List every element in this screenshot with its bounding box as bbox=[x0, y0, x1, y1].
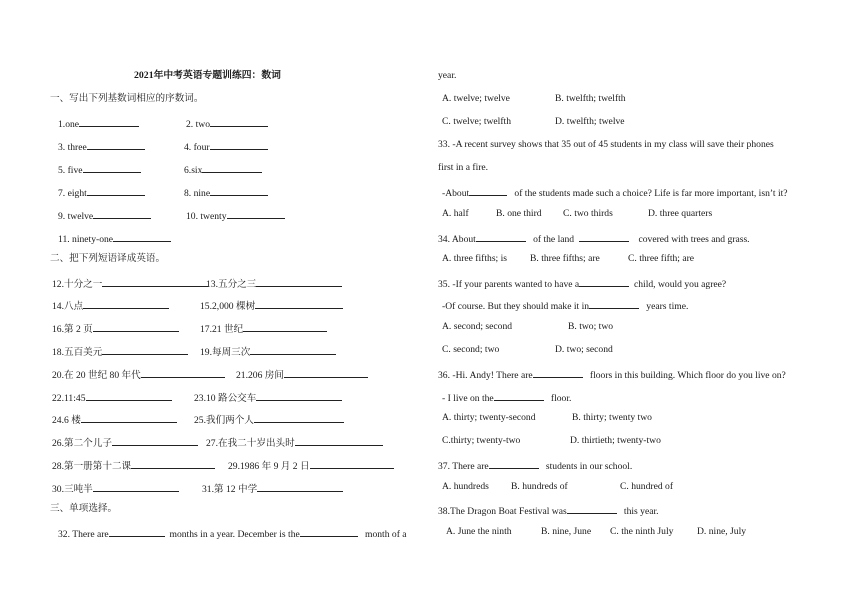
question-text: 36. -Hi. Andy! There are bbox=[438, 370, 533, 381]
answer-blank[interactable] bbox=[86, 390, 172, 401]
question-text: 38.The Dragon Boat Festival was bbox=[438, 506, 567, 517]
item-label: 11. ninety-one bbox=[58, 234, 114, 245]
option-d[interactable]: D. nine, July bbox=[697, 526, 747, 537]
question-text: floor. bbox=[550, 393, 572, 404]
item-label: 2. two bbox=[186, 119, 210, 130]
item-23 bbox=[194, 390, 342, 405]
answer-blank[interactable] bbox=[210, 185, 268, 196]
item-29 bbox=[228, 458, 394, 473]
option-d[interactable]: D. thirtieth; twenty-two bbox=[570, 435, 661, 446]
item-15 bbox=[200, 298, 343, 313]
question-33-line-3 bbox=[442, 185, 788, 200]
question-text: 32. There are bbox=[58, 529, 109, 540]
answer-blank[interactable] bbox=[112, 435, 198, 446]
item-label: 12.十分之一 bbox=[52, 279, 103, 290]
question-text: - I live on the bbox=[442, 393, 494, 404]
item-13 bbox=[206, 276, 342, 291]
option-c[interactable]: C.thirty; twenty-two bbox=[442, 435, 521, 446]
item-28 bbox=[52, 458, 215, 473]
question-text: -About bbox=[442, 188, 470, 199]
option-c[interactable]: C. two thirds bbox=[563, 208, 613, 219]
item-label: 15.2,000 棵树 bbox=[200, 301, 256, 312]
answer-blank[interactable] bbox=[300, 526, 358, 537]
question-text: 34. About bbox=[438, 234, 476, 245]
option-b[interactable]: B. nine, June bbox=[541, 526, 592, 537]
answer-blank[interactable] bbox=[102, 276, 208, 287]
item-label: 6.six bbox=[184, 165, 203, 176]
item-31 bbox=[202, 481, 343, 496]
answer-blank[interactable] bbox=[83, 298, 169, 309]
question-34 bbox=[438, 231, 750, 246]
item-7 bbox=[58, 185, 145, 200]
answer-blank[interactable] bbox=[589, 298, 639, 309]
question-text: years time. bbox=[646, 301, 689, 312]
item-14 bbox=[52, 298, 169, 313]
answer-blank[interactable] bbox=[87, 139, 145, 150]
option-b[interactable]: B. twelfth; twelfth bbox=[555, 93, 626, 104]
option-a[interactable]: A. half bbox=[442, 208, 469, 219]
option-d[interactable]: D. twelfth; twelve bbox=[555, 116, 625, 127]
item-label: 7. eight bbox=[58, 188, 87, 199]
question-text: covered with trees and grass. bbox=[638, 234, 750, 245]
section-heading-3: 三、单项选择。 bbox=[50, 503, 118, 514]
question-text: of the land bbox=[533, 234, 575, 245]
answer-blank[interactable] bbox=[476, 231, 526, 242]
option-c[interactable]: C. second; two bbox=[442, 344, 500, 355]
answer-blank[interactable] bbox=[257, 481, 343, 492]
answer-blank[interactable] bbox=[567, 503, 617, 514]
item-label: 5. five bbox=[58, 165, 83, 176]
option-c[interactable]: C. three fifth; are bbox=[628, 253, 695, 264]
item-label: 4. four bbox=[184, 142, 210, 153]
answer-blank[interactable] bbox=[109, 526, 165, 537]
item-17 bbox=[200, 321, 327, 336]
item-19 bbox=[200, 344, 336, 359]
option-a[interactable]: A. three fifths; is bbox=[442, 253, 508, 264]
item-5 bbox=[58, 162, 141, 177]
answer-blank[interactable] bbox=[102, 344, 188, 355]
option-a[interactable]: A. second; second bbox=[442, 321, 513, 332]
section-heading-2: 二、把下列短语译成英语。 bbox=[50, 253, 166, 264]
option-c[interactable]: C. twelve; twelfth bbox=[442, 116, 512, 127]
option-b[interactable]: B. two; two bbox=[568, 321, 614, 332]
answer-blank[interactable] bbox=[310, 458, 394, 469]
item-1 bbox=[58, 116, 139, 131]
item-25 bbox=[194, 412, 344, 427]
item-30 bbox=[52, 481, 179, 496]
answer-blank[interactable] bbox=[79, 116, 139, 127]
question-text: students in our school. bbox=[545, 461, 633, 472]
item-24 bbox=[52, 412, 177, 427]
question-32 bbox=[58, 526, 407, 541]
answer-blank[interactable] bbox=[579, 276, 629, 287]
answer-blank[interactable] bbox=[210, 116, 268, 127]
question-text: 37. There are bbox=[438, 461, 489, 472]
question-text: months in a year. December is the bbox=[169, 529, 300, 540]
item-label: 19.每周三次 bbox=[200, 347, 251, 358]
option-a[interactable]: A. hundreds bbox=[442, 481, 489, 492]
item-label: 9. twelve bbox=[58, 211, 94, 222]
item-label: 8. nine bbox=[184, 188, 211, 199]
question-35-line-1 bbox=[438, 276, 726, 291]
option-a[interactable]: A. twelve; twelve bbox=[442, 93, 510, 104]
item-label: 30.三吨半 bbox=[52, 484, 93, 495]
item-label: 28.第一册第十二课 bbox=[52, 461, 132, 472]
item-10 bbox=[186, 208, 285, 223]
answer-blank[interactable] bbox=[93, 321, 179, 332]
item-label: 25.我们两个人 bbox=[194, 415, 254, 426]
answer-blank[interactable] bbox=[255, 298, 343, 309]
item-label: 14.八点 bbox=[52, 301, 84, 312]
question-text: -Of course. But they should make it in bbox=[442, 301, 590, 312]
item-9 bbox=[58, 208, 151, 223]
question-36-line-2 bbox=[442, 390, 571, 405]
option-b[interactable]: B. hundreds of bbox=[511, 481, 568, 492]
item-label: 18.五百美元 bbox=[52, 347, 103, 358]
answer-blank[interactable] bbox=[210, 139, 268, 150]
item-3 bbox=[58, 139, 145, 154]
answer-blank[interactable] bbox=[227, 208, 285, 219]
answer-blank[interactable] bbox=[93, 481, 179, 492]
item-12 bbox=[52, 276, 208, 291]
question-35-line-2 bbox=[442, 298, 688, 313]
question-36-line-1 bbox=[438, 367, 786, 382]
item-label: 24.6 楼 bbox=[52, 415, 81, 426]
answer-blank[interactable] bbox=[243, 321, 327, 332]
item-20 bbox=[52, 367, 225, 382]
question-text: child, would you agree? bbox=[634, 279, 727, 290]
question-32-continued: year. bbox=[438, 70, 457, 81]
item-label: 10. twenty bbox=[186, 211, 227, 222]
item-21 bbox=[236, 367, 368, 382]
question-33-line-2: first in a fire. bbox=[438, 162, 489, 173]
option-d[interactable]: D. two; second bbox=[555, 344, 613, 355]
answer-blank[interactable] bbox=[141, 367, 225, 378]
answer-blank[interactable] bbox=[254, 412, 344, 423]
answer-blank[interactable] bbox=[93, 208, 151, 219]
answer-blank[interactable] bbox=[579, 231, 629, 242]
item-label: 17.21 世纪 bbox=[200, 324, 244, 335]
answer-blank[interactable] bbox=[131, 458, 215, 469]
option-c[interactable]: C. hundred of bbox=[620, 481, 674, 492]
option-d[interactable]: D. three quarters bbox=[648, 208, 713, 219]
answer-blank[interactable] bbox=[256, 276, 342, 287]
item-22 bbox=[52, 390, 172, 405]
item-label: 23.10 路公交车 bbox=[194, 393, 257, 404]
section-heading-1: 一、写出下列基数词相应的序数词。 bbox=[50, 93, 204, 104]
item-27 bbox=[206, 435, 383, 450]
answer-blank[interactable] bbox=[87, 185, 145, 196]
answer-blank[interactable] bbox=[83, 162, 141, 173]
item-label: 27.在我二十岁出头时 bbox=[206, 438, 295, 449]
item-label: 21.206 房间 bbox=[236, 370, 284, 381]
item-label: 1.one bbox=[58, 119, 80, 130]
option-c[interactable]: C. the ninth July bbox=[610, 526, 674, 537]
answer-blank[interactable] bbox=[295, 435, 383, 446]
answer-blank[interactable] bbox=[256, 390, 342, 401]
question-38 bbox=[438, 503, 659, 518]
answer-blank[interactable] bbox=[81, 412, 177, 423]
item-label: 16.第 2 页 bbox=[52, 324, 93, 335]
question-text: month of a bbox=[364, 529, 407, 540]
answer-blank[interactable] bbox=[469, 185, 507, 196]
item-label: 22.11:45 bbox=[52, 393, 86, 404]
item-label: 3. three bbox=[58, 142, 87, 153]
item-18 bbox=[52, 344, 188, 359]
item-16 bbox=[52, 321, 179, 336]
question-33-line-1: 33. -A recent survey shows that 35 out of 45 students in my class will save their phones bbox=[438, 139, 774, 150]
item-6 bbox=[184, 162, 262, 177]
option-a[interactable]: A. June the ninth bbox=[446, 526, 512, 537]
item-2 bbox=[186, 116, 268, 131]
item-26 bbox=[52, 435, 198, 450]
answer-blank[interactable] bbox=[202, 162, 262, 173]
item-11 bbox=[58, 231, 171, 246]
option-b[interactable]: B. one third bbox=[496, 208, 542, 219]
option-b[interactable]: B. three fifths; are bbox=[530, 253, 600, 264]
question-text: this year. bbox=[623, 506, 659, 517]
answer-blank[interactable] bbox=[494, 390, 544, 401]
answer-blank[interactable] bbox=[284, 367, 368, 378]
answer-blank[interactable] bbox=[489, 458, 539, 469]
option-b[interactable]: B. thirty; twenty two bbox=[572, 412, 652, 423]
answer-blank[interactable] bbox=[250, 344, 336, 355]
page-title: 2021年中考英语专题训练四：数词 bbox=[134, 70, 281, 81]
item-label: 26.第二个儿子 bbox=[52, 438, 112, 449]
question-37 bbox=[438, 458, 632, 473]
item-4 bbox=[184, 139, 268, 154]
item-label: 13.五分之三 bbox=[206, 279, 257, 290]
question-text: of the students made such a choice? Life is far more important, isn’t it? bbox=[514, 188, 788, 199]
option-a[interactable]: A. thirty; twenty-second bbox=[442, 412, 536, 423]
question-text: 35. -If your parents wanted to have a bbox=[438, 279, 580, 290]
item-label: 20.在 20 世纪 80 年代 bbox=[52, 370, 141, 381]
item-8 bbox=[184, 185, 268, 200]
answer-blank[interactable] bbox=[113, 231, 171, 242]
answer-blank[interactable] bbox=[533, 367, 583, 378]
item-label: 29.1986 年 9 月 2 日 bbox=[228, 461, 310, 472]
question-text: floors in this building. Which floor do you live on? bbox=[589, 370, 786, 381]
item-label: 31.第 12 中学 bbox=[202, 484, 258, 495]
